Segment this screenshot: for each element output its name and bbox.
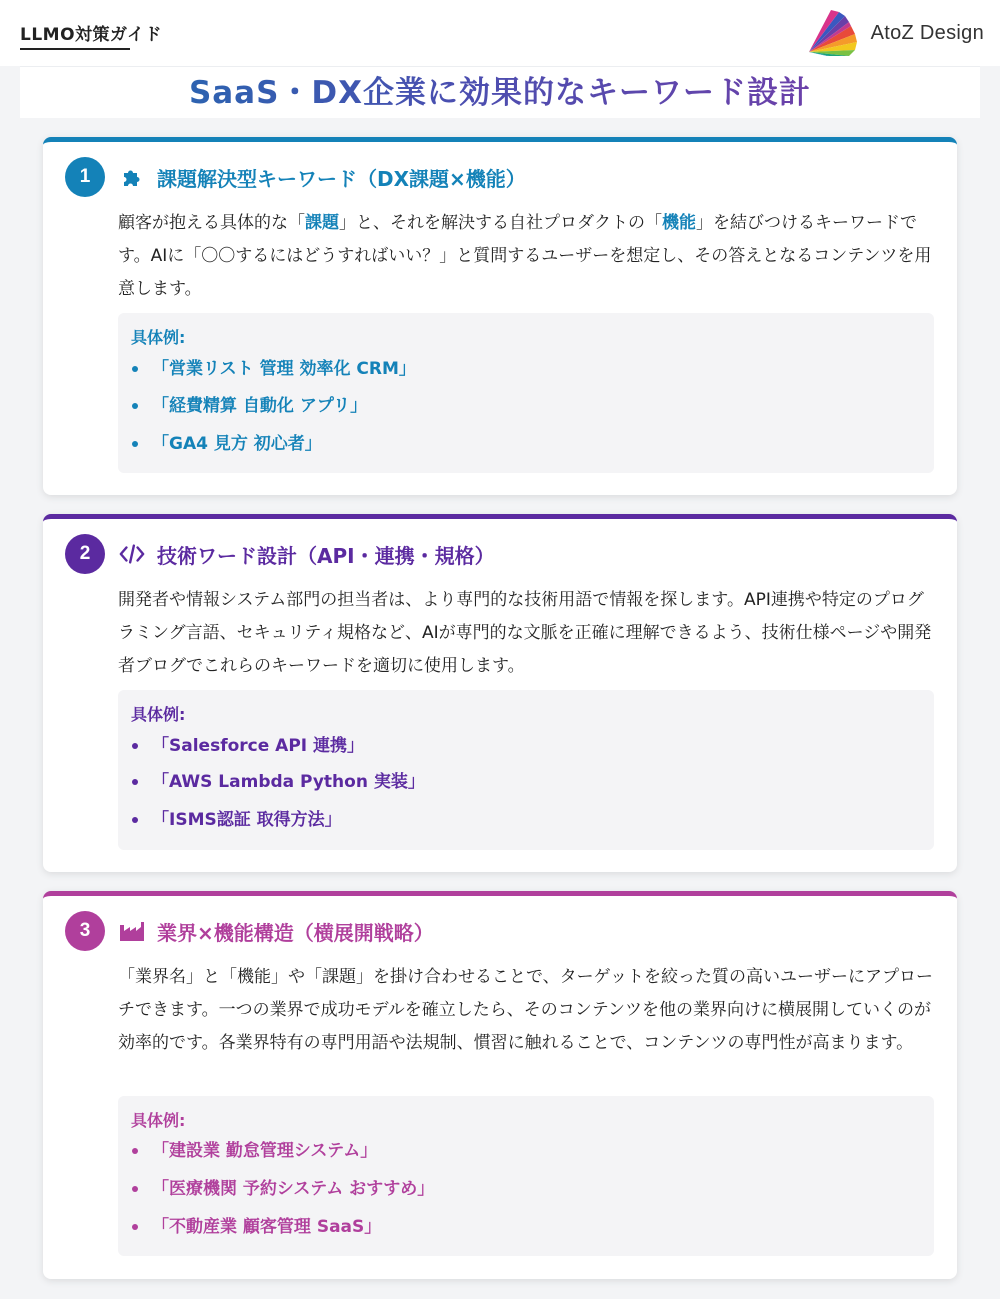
- example-item: [131, 1177, 434, 1201]
- desc-text: 」を結びつけるキーワードです。AIに「〇〇するにはどうすればいい？」と質問するユーザーを想定し、その答えとなるコンテンツを用意します。: [118, 213, 932, 299]
- desc-text: 顧客が抱える具体的な「: [118, 213, 305, 233]
- guide-label-underline: [20, 48, 130, 50]
- section-number-badge: 3: [65, 911, 105, 951]
- example-text: 「Salesforce API 連携」: [152, 736, 365, 756]
- guide-label: LLMO対策ガイド: [20, 25, 163, 45]
- example-text: 「営業リスト 管理 効率化 CRM」: [152, 359, 416, 379]
- example-item: [131, 770, 425, 794]
- section-description: [118, 207, 938, 306]
- bullet-icon: [132, 817, 138, 823]
- section-description: 開発者や情報システム部門の担当者は、より専門的な技術用語で情報を探します。API連携や特定のプログラミング言語、セキュリティ規格など、AIが専門的な文脈を正確に理解できるよう、技術仕様ページや開発者ブログでこれらのキーワードを適切に使用します。: [118, 590, 932, 676]
- example-item: [131, 432, 322, 456]
- bullet-icon: [132, 743, 138, 749]
- example-text: 「不動産業 顧客管理 SaaS」: [152, 1217, 382, 1237]
- brand-name: AtoZ Design: [870, 21, 984, 44]
- example-text: 「建設業 勤怠管理システム」: [152, 1141, 378, 1161]
- code-brackets-icon: [119, 541, 145, 567]
- factory-icon: [119, 918, 145, 944]
- section-number-badge: 1: [65, 157, 105, 197]
- example-item: [131, 357, 416, 381]
- page-title: SaaS・DX企業に効果的なキーワード設計: [20, 67, 980, 119]
- puzzle-piece-icon: [119, 164, 145, 190]
- examples-label: 具体例:: [131, 1111, 186, 1130]
- example-text: 「医療機関 予約システム おすすめ」: [152, 1179, 435, 1199]
- example-item: [131, 808, 342, 832]
- section-number-badge: 2: [65, 534, 105, 574]
- bullet-icon: [132, 441, 138, 447]
- example-text: 「経費精算 自動化 アプリ」: [152, 396, 368, 416]
- desc-text: 」と、それを解決する自社プロダクトの「: [339, 213, 662, 233]
- section-header-1: [65, 157, 526, 197]
- bullet-icon: [132, 1186, 138, 1192]
- example-text: 「ISMS認証 取得方法」: [152, 810, 342, 830]
- example-item: [131, 1139, 377, 1163]
- example-text: 「AWS Lambda Python 実装」: [152, 772, 425, 792]
- rainbow-leaf-logo-icon: [801, 10, 863, 56]
- highlight-keyword: 機能: [662, 213, 696, 233]
- section-card-3: [43, 891, 957, 1279]
- examples-label: 具体例:: [131, 328, 186, 347]
- examples-box: [118, 1096, 934, 1256]
- bullet-icon: [132, 366, 138, 372]
- section-card-2: [43, 514, 957, 872]
- examples-label: 具体例:: [131, 705, 186, 724]
- example-text: 「GA4 見方 初心者」: [152, 434, 322, 454]
- section-title: 技術ワード設計（API・連携・規格）: [157, 543, 495, 568]
- section-title: 課題解決型キーワード（DX課題×機能）: [157, 166, 526, 191]
- section-title: 業界×機能構造（横展開戦略）: [157, 920, 434, 945]
- examples-box: [118, 313, 934, 473]
- section-card-1: [43, 137, 957, 495]
- bullet-icon: [132, 1148, 138, 1154]
- example-item: [131, 1215, 381, 1239]
- section-description: 「業界名」と「機能」や「課題」を掛け合わせることで、ターゲットを絞った質の高いユーザーにアプローチできます。一つの業界で成功モデルを確立したら、そのコンテンツを他の業界向けに横展開していくのが効率的です。各業界特有の専門用語や法規制、慣習に触れることで、コンテンツの専門性が高まります。: [118, 967, 933, 1053]
- example-item: [131, 394, 367, 418]
- top-bar: [0, 0, 1000, 66]
- section-header-3: [65, 911, 434, 951]
- bullet-icon: [132, 1224, 138, 1230]
- examples-box: [118, 690, 934, 850]
- brand: [801, 10, 984, 56]
- highlight-keyword: 課題: [305, 213, 339, 233]
- bullet-icon: [132, 403, 138, 409]
- title-band: [20, 66, 980, 118]
- example-item: [131, 734, 364, 758]
- bullet-icon: [132, 779, 138, 785]
- section-header-2: [65, 534, 495, 574]
